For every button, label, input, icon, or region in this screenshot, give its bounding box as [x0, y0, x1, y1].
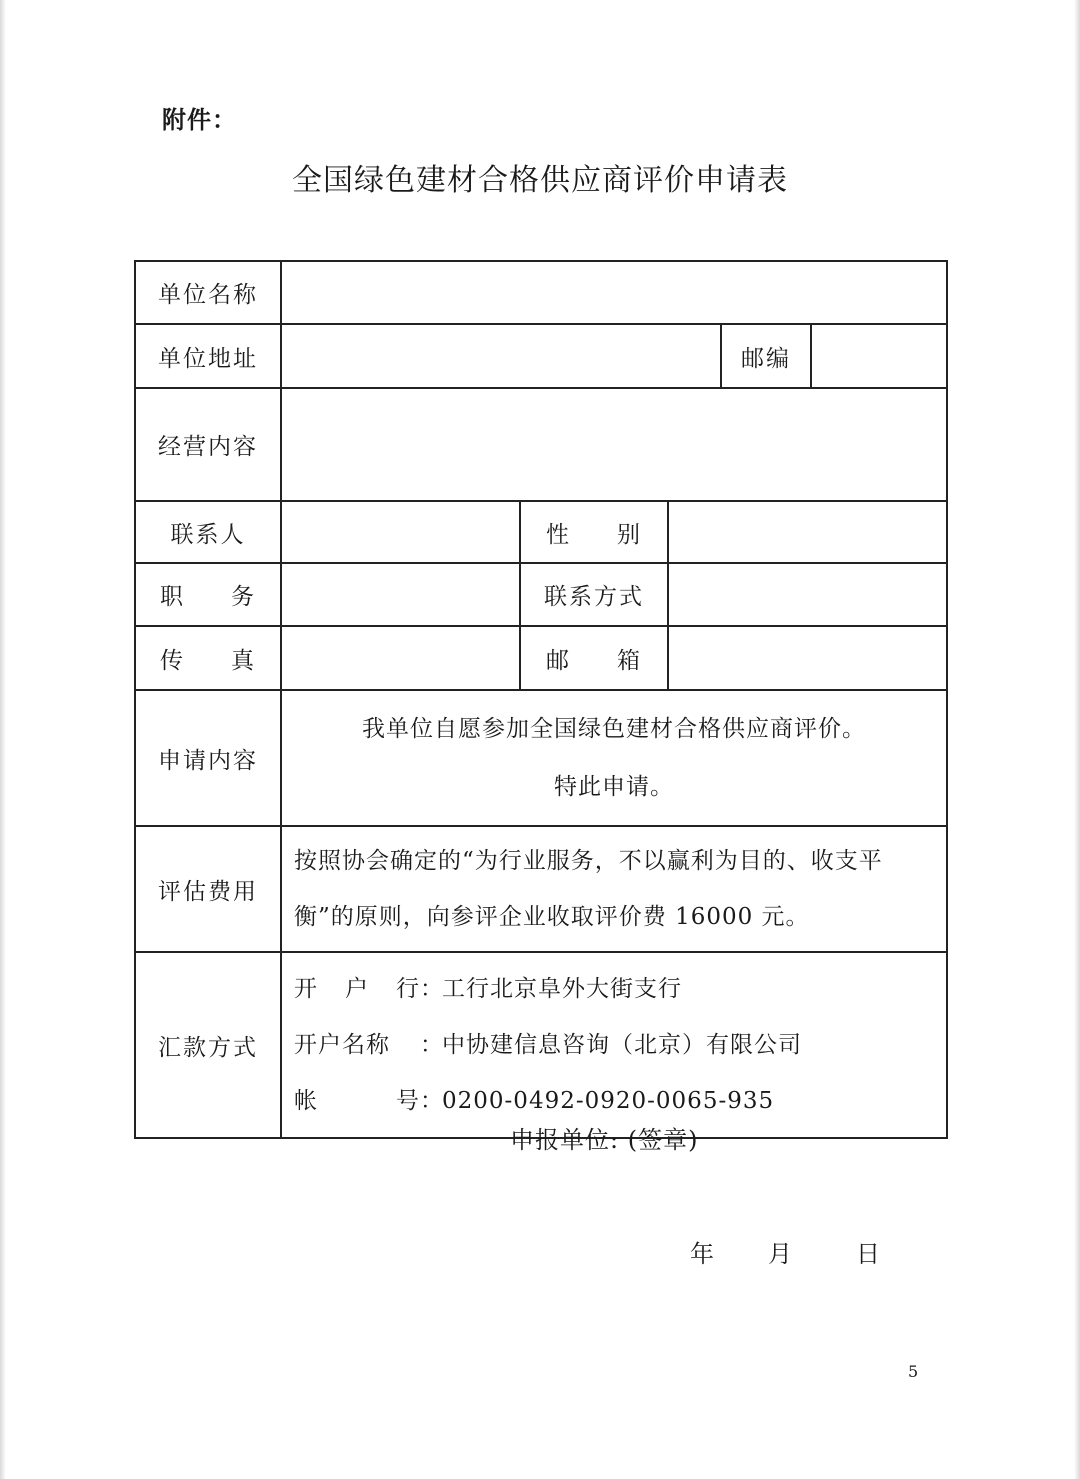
contact-method-field[interactable]: [668, 563, 947, 626]
fax-label-char-2: 真: [231, 647, 256, 674]
unit-name-field[interactable]: [281, 261, 947, 324]
unit-name-label: 单位名称: [135, 261, 281, 324]
email-label: [520, 626, 668, 690]
contact-method-label: 联系方式: [520, 563, 668, 626]
fee-content: [281, 826, 947, 952]
postcode-label: 邮编: [721, 324, 811, 388]
row-fee: [135, 826, 947, 952]
account-number-colon: ：: [420, 1088, 444, 1114]
bank-line: [294, 961, 934, 1017]
application-form-table: [134, 260, 948, 1139]
row-contact: [135, 501, 947, 563]
unit-address-field[interactable]: [281, 324, 721, 388]
attachment-label: 附件：: [162, 106, 237, 134]
account-name-key: 开户名称: [294, 1032, 390, 1058]
declaring-unit-signature: 申报单位: (签章): [510, 1126, 699, 1154]
bank-key-char-1: 开: [294, 976, 318, 1002]
fax-label: [135, 626, 281, 690]
contact-label: 联系人: [135, 501, 281, 563]
bank-key-char-3: 行: [396, 976, 420, 1002]
row-fax: [135, 626, 947, 690]
email-label-char-2: 箱: [617, 647, 642, 674]
application-line-1: 我单位自愿参加全国绿色建材合格供应商评价。: [362, 716, 867, 742]
date-month-label: 月: [768, 1240, 792, 1268]
business-scope-label: 经营内容: [135, 388, 281, 501]
account-number-key-char-1: 帐: [294, 1088, 318, 1114]
account-name-line: [294, 1017, 934, 1073]
row-application: [135, 690, 947, 826]
fee-text: 按照协会确定的“为行业服务，不以赢利为目的、收支平衡”的原则，向参评企业收取评价费 16000 元。: [294, 848, 883, 930]
account-name-colon: ：: [420, 1032, 444, 1058]
position-label-char-2: 务: [231, 584, 256, 610]
account-name-value: 中协建信息咨询（北京）有限公司: [442, 1032, 802, 1058]
application-line-2: 特此申请。: [554, 774, 675, 800]
page-number: 5: [908, 1362, 919, 1381]
row-unit-address: [135, 324, 947, 388]
row-business-scope: [135, 388, 947, 501]
page-title: 全国绿色建材合格供应商评价申请表: [292, 163, 788, 198]
email-label-char-1: 邮: [546, 647, 571, 674]
remittance-content: [281, 952, 947, 1138]
date-day-label: 日: [856, 1240, 880, 1268]
application-content: [281, 690, 947, 826]
email-field[interactable]: [668, 626, 947, 690]
account-number-key: [294, 1073, 420, 1129]
row-unit-name: [135, 261, 947, 324]
date-year-label: 年: [690, 1240, 714, 1268]
gender-label: [520, 501, 668, 563]
account-number-value: 0200-0492-0920-0065-935: [442, 1088, 775, 1114]
scan-edge-right: [1074, 0, 1080, 1479]
bank-key-char-2: 户: [345, 976, 369, 1002]
remittance-label: 汇款方式: [135, 952, 281, 1138]
gender-label-char-1: 性: [546, 521, 571, 548]
fax-field[interactable]: [281, 626, 520, 690]
position-label-char-1: 职: [160, 584, 185, 610]
gender-label-char-2: 别: [617, 521, 642, 548]
row-position: [135, 563, 947, 626]
bank-value: 工行北京阜外大街支行: [442, 976, 682, 1002]
position-field[interactable]: [281, 563, 520, 626]
scan-edge-left: [0, 0, 6, 1479]
fee-label: 评估费用: [135, 826, 281, 952]
application-label: 申请内容: [135, 690, 281, 826]
unit-address-label: 单位地址: [135, 324, 281, 388]
contact-field[interactable]: [281, 501, 520, 563]
row-remittance: [135, 952, 947, 1138]
business-scope-field[interactable]: [281, 388, 947, 501]
position-label: [135, 563, 281, 626]
postcode-field[interactable]: [811, 324, 947, 388]
bank-key: [294, 961, 420, 1017]
bank-colon: ：: [420, 976, 444, 1002]
gender-field[interactable]: [668, 501, 947, 563]
account-number-key-char-2: 号: [396, 1088, 420, 1114]
fax-label-char-1: 传: [160, 647, 185, 674]
